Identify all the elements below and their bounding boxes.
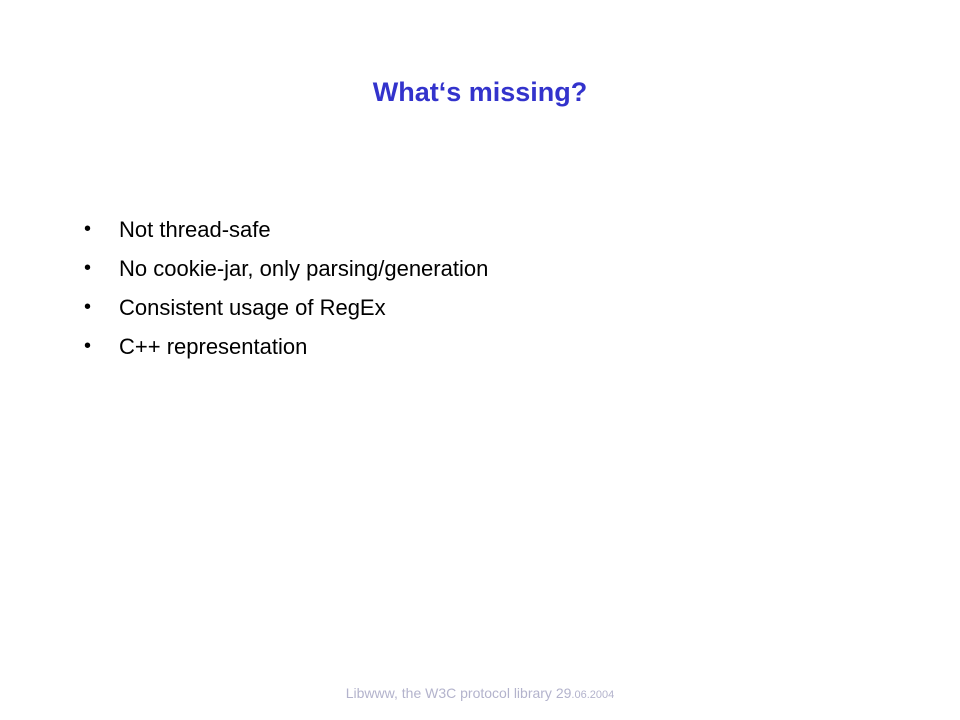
bullet-text: Not thread-safe bbox=[119, 217, 271, 242]
footer-date: .06.2004 bbox=[571, 689, 615, 701]
footer-text: Libwww, the W3C protocol library 29 bbox=[345, 685, 572, 701]
bullet-icon: • bbox=[84, 257, 92, 279]
bullet-icon: • bbox=[84, 296, 92, 318]
bullet-text: Consistent usage of RegEx bbox=[119, 295, 386, 320]
list-item bbox=[84, 288, 488, 327]
slide-title: What‘s missing? bbox=[372, 77, 588, 107]
bullet-list bbox=[84, 210, 488, 366]
bullet-text: C++ representation bbox=[119, 334, 308, 359]
bullet-text: No cookie-jar, only parsing/generation bbox=[119, 256, 489, 281]
bullet-icon: • bbox=[84, 218, 92, 240]
list-item bbox=[84, 327, 488, 366]
bullet-icon: • bbox=[84, 335, 92, 357]
list-item bbox=[84, 210, 488, 249]
slide-footer bbox=[0, 684, 960, 704]
list-item bbox=[84, 249, 488, 288]
